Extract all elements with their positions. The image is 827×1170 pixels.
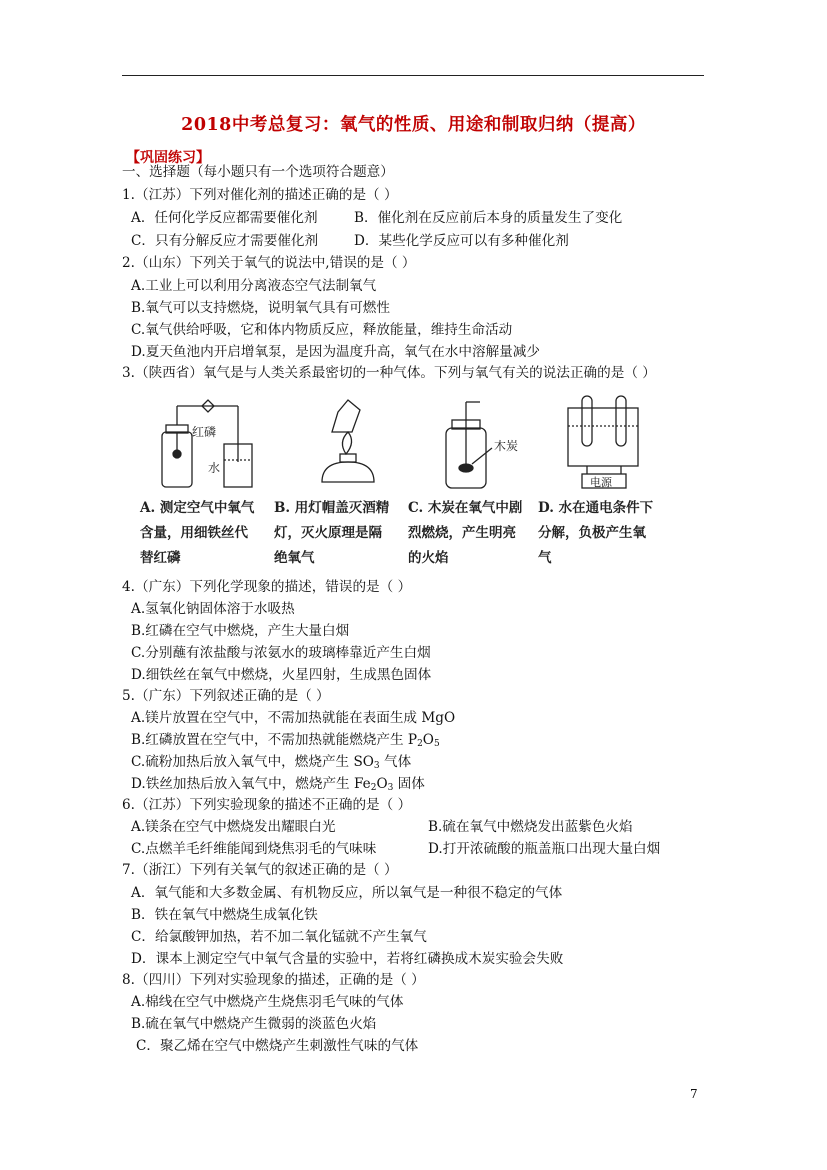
- question-7-stem: 7.（浙江）下列有关氧气的叙述正确的是（ ）: [122, 862, 398, 878]
- q5-option-d: D.铁丝加热后放入氧气中，燃烧产生 $Fe_2O_3$ 固体: [131, 776, 425, 793]
- alcohol-lamp-icon: [322, 400, 374, 482]
- q5-option-b: B.红磷放置在空气中，不需加热就能燃烧产生 $P_2O_5$: [131, 732, 440, 749]
- label-red-phosphorus: 红磷: [192, 425, 217, 439]
- question-6-stem: 6.（江苏）下列实验现象的描述不正确的是（ ）: [122, 797, 412, 813]
- q6-option-b: B.硫在氧气中燃烧发出蓝紫色火焰: [428, 819, 633, 835]
- q5-option-c: C.硫粉加热后放入氧气中，燃烧产生 $SO_3$ 气体: [131, 754, 412, 771]
- q4-option-a: A.氢氧化钠固体溶于水吸热: [131, 601, 295, 617]
- label-water: 水: [208, 461, 221, 475]
- q7-option-d: D．课本上测定空气中氧气含量的实验中，若将红磷换成木炭实验会失败: [131, 951, 564, 967]
- question-8-stem: 8.（四川）下列对实验现象的描述，正确的是（ ）: [122, 972, 425, 988]
- q1-option-b: B．催化剂在反应前后本身的质量发生了变化: [354, 210, 623, 226]
- question-3-stem: 3.（陕西省）氧气是与人类关系最密切的一种气体。下列与氧气有关的说法正确的是（ ）: [122, 365, 656, 381]
- page-title: 2018中考总复习：氧气的性质、用途和制取归纳（提高）: [181, 115, 646, 135]
- q4-option-b: B.红磷在空气中燃烧，产生大量白烟: [131, 623, 350, 639]
- q4-option-c: C.分别蘸有浓盐酸与浓氨水的玻璃棒靠近产生白烟: [131, 645, 431, 661]
- q1-option-d: D．某些化学反应可以有多种催化剂: [354, 233, 569, 249]
- figure-caption-c: C. 木炭在氧气中剧烈燃烧，产生明亮的火焰: [408, 500, 523, 566]
- q1-option-a: A．任何化学反应都需要催化剂: [131, 210, 318, 226]
- q2-option-c: C.氧气供给呼吸，它和体内物质反应，释放能量，维持生命活动: [131, 322, 513, 338]
- q8-option-a: A.棉线在空气中燃烧产生烧焦羽毛气味的气体: [131, 994, 404, 1010]
- q5-option-a: A.镁片放置在空气中，不需加热就能在表面生成 MgO: [131, 710, 456, 726]
- q6-option-d: D.打开浓硫酸的瓶盖瓶口出现大量白烟: [428, 841, 661, 857]
- header-rule: [122, 75, 704, 76]
- q4-option-d: D.细铁丝在氧气中燃烧，火星四射，生成黑色固体: [131, 667, 432, 683]
- charcoal-jar-icon: [446, 402, 492, 488]
- q6-option-c: C.点燃羊毛纤维能闻到烧焦羽毛的气味味: [131, 841, 377, 857]
- q2-option-a: A.工业上可以利用分离液态空气法制氧气: [131, 278, 377, 294]
- question-3-figures: [140, 392, 680, 572]
- q2-option-b: B.氧气可以支持燃烧，说明氧气具有可燃性: [131, 300, 390, 316]
- apparatus-diagrams: [140, 392, 680, 492]
- q7-option-b: B．铁在氧气中燃烧生成氧化铁: [131, 907, 318, 923]
- page-number: 7: [690, 1087, 698, 1101]
- section-label: 【巩固练习】: [126, 150, 210, 166]
- q7-option-a: A．氧气能和大多数金属、有机物反应，所以氧气是一种很不稳定的气体: [131, 885, 563, 901]
- q8-option-c: C．聚乙烯在空气中燃烧产生刺激性气味的气体: [136, 1038, 419, 1054]
- q7-option-c: C．给氯酸钾加热，若不加二氧化锰就不产生氧气: [131, 929, 427, 945]
- q2-option-d: D.夏天鱼池内开启增氧泵，是因为温度升高，氧气在水中溶解量减少: [131, 344, 540, 360]
- figure-caption-d: D. 水在通电条件下分解，负极产生氧气: [538, 500, 654, 566]
- label-charcoal: 木炭: [494, 439, 519, 453]
- question-5-stem: 5.（广东）下列叙述正确的是（ ）: [122, 688, 330, 704]
- figure-caption-a: A. 测定空气中氧气含量，用细铁丝代替红磷: [140, 500, 255, 566]
- question-2-stem: 2.（山东）下列关于氧气的说法中,错误的是（ ）: [122, 255, 416, 271]
- question-4-stem: 4.（广东）下列化学现象的描述，错误的是（ ）: [122, 579, 412, 595]
- q1-option-c: C．只有分解反应才需要催化剂: [131, 233, 319, 249]
- electrolysis-icon: [568, 396, 638, 488]
- part-heading: 一、选择题（每小题只有一个选项符合题意）: [122, 164, 394, 180]
- apparatus-a-icon: [162, 400, 252, 487]
- q6-option-a: A.镁条在空气中燃烧发出耀眼白光: [131, 819, 336, 835]
- figure-caption-b: B. 用灯帽盖灭酒精灯，灭火原理是隔绝氧气: [274, 500, 390, 566]
- label-power-source: 电源: [590, 476, 612, 489]
- question-1-stem: 1.（江苏）下列对催化剂的描述正确的是（ ）: [122, 187, 398, 203]
- q8-option-b: B.硫在氧气中燃烧产生微弱的淡蓝色火焰: [131, 1016, 377, 1032]
